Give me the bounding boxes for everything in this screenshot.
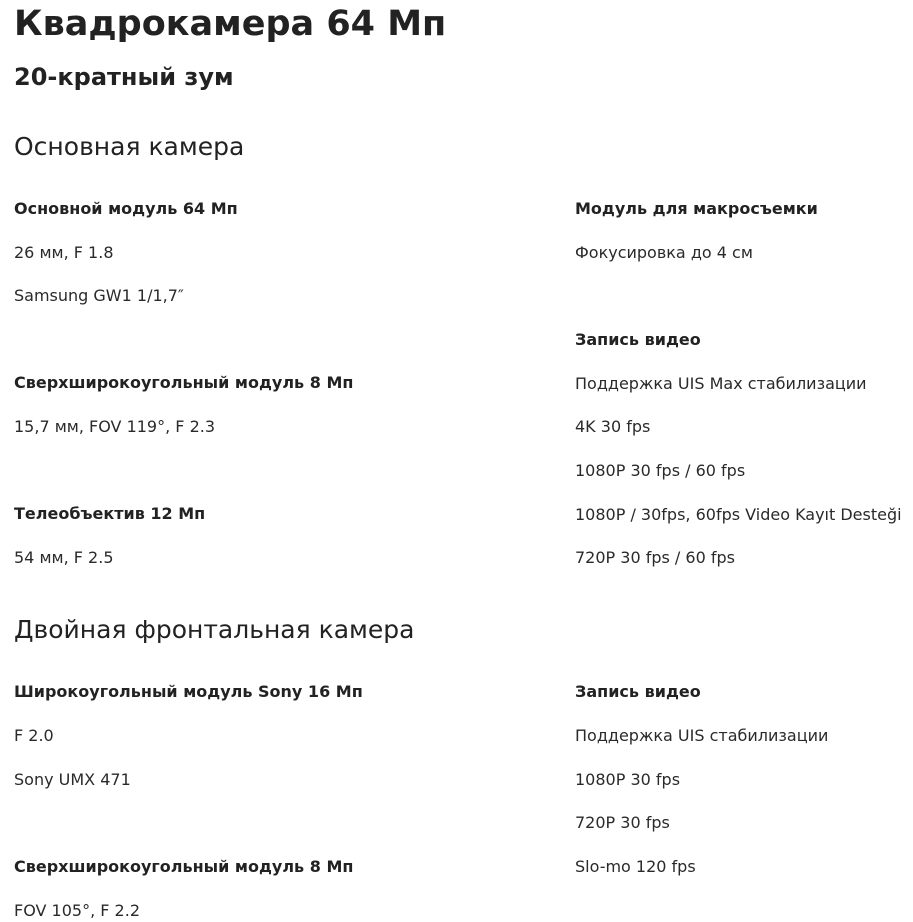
page-title: Квадрокамера 64 Мп [14, 4, 447, 44]
main-camera-spec: 1080P 30 fps / 60 fps [575, 461, 746, 480]
front-camera-spec: Sony UMX 471 [14, 770, 131, 789]
front-camera-spec: Поддержка UIS стабилизации [575, 726, 829, 745]
front-camera-spec: 1080P 30 fps [575, 770, 681, 789]
front-camera-spec: Slo-mo 120 fps [575, 857, 696, 876]
front-camera-heading: Двойная фронтальная камера [14, 615, 415, 644]
main-camera-spec-heading: Запись видео [575, 330, 701, 349]
main-camera-spec: 26 мм, F 1.8 [14, 243, 114, 262]
main-camera-spec-heading: Модуль для макросъемки [575, 199, 818, 218]
main-camera-spec: 54 мм, F 2.5 [14, 548, 114, 567]
main-camera-spec: Поддержка UIS Max стабилизации [575, 374, 867, 393]
front-camera-spec: F 2.0 [14, 726, 54, 745]
main-camera-spec: 720P 30 fps / 60 fps [575, 548, 735, 567]
front-camera-spec-heading: Широкоугольный модуль Sony 16 Мп [14, 682, 363, 701]
main-camera-spec-heading: Основной модуль 64 Мп [14, 199, 238, 218]
front-camera-spec-heading: Запись видео [575, 682, 701, 701]
main-camera-spec-heading: Телеобъектив 12 Мп [14, 504, 206, 523]
page-subtitle: 20-кратный зум [14, 63, 234, 91]
main-camera-spec: 15,7 мм, FOV 119°, F 2.3 [14, 417, 216, 436]
front-camera-spec: FOV 105°, F 2.2 [14, 901, 140, 920]
main-camera-heading: Основная камера [14, 132, 245, 161]
main-camera-spec: 4K 30 fps [575, 417, 651, 436]
main-camera-spec: Фокусировка до 4 см [575, 243, 753, 262]
main-camera-spec: Samsung GW1 1/1,7″ [14, 286, 184, 305]
main-camera-spec-heading: Сверхширокоугольный модуль 8 Мп [14, 373, 354, 392]
front-camera-spec: 720P 30 fps [575, 813, 670, 832]
front-camera-spec-heading: Сверхширокоугольный модуль 8 Мп [14, 857, 354, 876]
main-camera-spec: 1080P / 30fps, 60fps Video Kayıt Desteği [575, 505, 902, 524]
